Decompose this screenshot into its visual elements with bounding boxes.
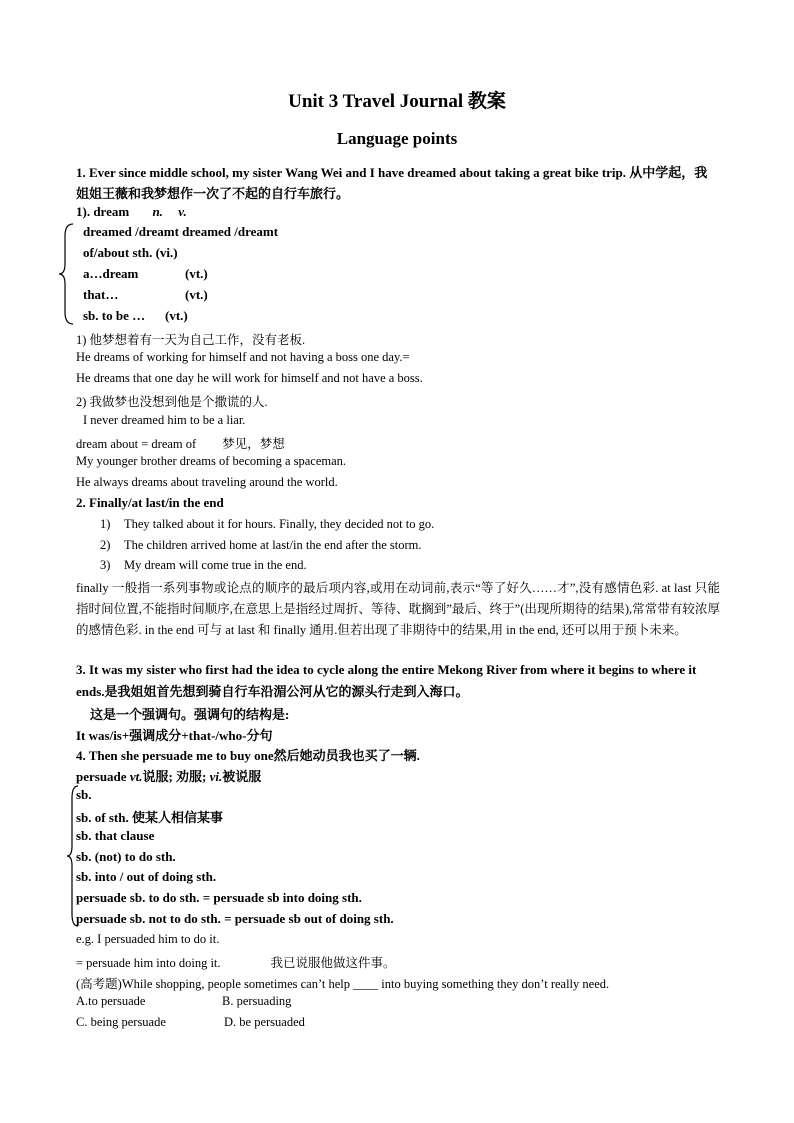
persuade-form-4: sb. (not) to do sth. <box>76 849 176 864</box>
section4-heading: 4. Then she persuade me to buy one然后她动员我也买了一辆. <box>76 748 420 763</box>
s2-item-2-text: The children arrived home at last/in the end after the storm. <box>124 538 422 552</box>
section1-heading: 1. Ever since middle school, my sister Wang Wei and I have dreamed about taking a great bike trip. 从中学起，我姐姐王薇和我梦想作一次了不起的自行车旅行。 <box>76 165 708 201</box>
emphasis-structure: It was/is+强调成分+that-/who-分句 <box>76 728 273 743</box>
example4: He always dreams about traveling around the world. <box>76 475 338 489</box>
dream-form-3: a…dream <box>83 266 139 281</box>
dream-form-5-tag: (vt.) <box>165 308 188 323</box>
exam-question: (高考题)While shopping, people sometimes can’t help ____ into buying something they don’t really need. <box>76 977 610 991</box>
persuade-definition <box>76 766 261 785</box>
persuade-pos-vt: vt. <box>129 769 143 784</box>
persuade-eg-2-en: = persuade him into doing it. <box>76 956 221 970</box>
option-b: B. persuading <box>222 994 292 1008</box>
s2-item-1-text: They talked about it for hours. Finally, they decided not to go. <box>124 517 435 531</box>
persuade-form-1: sb. <box>76 787 92 802</box>
dream-form-2: of/about sth. (vi.) <box>83 245 178 260</box>
persuade-form-3: sb. that clause <box>76 828 155 843</box>
section3-heading: 3. It was my sister who first had the idea to cycle along the entire Mekong River from where it begins to where it ends.是我姐姐首先想到骑自行车沿湄公河从它的源头行走到入海口。 <box>76 662 697 699</box>
example3: My younger brother dreams of becoming a spaceman. <box>76 454 347 468</box>
persuade-word: persuade <box>76 769 127 784</box>
dream-pos-n: n. <box>152 204 163 219</box>
persuade-form-5: sb. into / out of doing sth. <box>76 869 217 884</box>
section2-heading: 2. Finally/at last/in the end <box>76 495 224 510</box>
finally-explanation: finally 一般指一系列事物或论点的顺序的最后项内容,或用在动词前,表示“等了好久……才”,没有感情色彩. at last 只能指时间位置,不能指时间顺序,在意思上是指经过周折、等待、耽搁到”最后、终于”(出现所期待的结果),常常带有较浓厚的感情色彩. in the end 可与 at last 和 finally 通用.但若出现了非期待中的结果,用 in the end, 还可以用于预卜未来。 <box>76 581 720 637</box>
dream-synonym-note <box>76 434 285 452</box>
example1-chinese: 1) 他梦想着有一天为自己工作，没有老板. <box>76 333 306 347</box>
s2-item-3-num: 3) <box>100 558 111 572</box>
dream-form-3-tag: (vt.) <box>185 266 208 281</box>
example1-english-2: He dreams that one day he will work for himself and not have a boss. <box>76 371 423 385</box>
emphasis-note: 这是一个强调句。强调句的结构是: <box>90 707 290 722</box>
persuade-eg-2-cn: 我已说服他做这件事。 <box>270 956 396 970</box>
persuade-form-2: sb. of sth. 使某人相信某事 <box>76 810 223 825</box>
persuade-form-6: persuade sb. to do sth. = persuade sb into doing sth. <box>76 890 362 905</box>
dream-subheading <box>76 204 187 220</box>
dream-brace <box>57 222 77 326</box>
persuade-eg-1: e.g. I persuaded him to do it. <box>76 932 220 946</box>
dream-form-1: dreamed /dreamt dreamed /dreamt <box>83 224 279 239</box>
example2-english: I never dreamed him to be a liar. <box>83 413 246 427</box>
persuade-pos-vi: vi. <box>209 769 223 784</box>
s2-item-2-num: 2) <box>100 538 111 552</box>
dream-form-5: sb. to be … <box>83 308 146 323</box>
persuade-eg-2 <box>76 953 396 971</box>
option-d: D. be persuaded <box>224 1015 305 1029</box>
dream-synonym-cn: 梦见，梦想 <box>222 437 285 451</box>
page-subtitle: Language points <box>336 129 458 148</box>
dream-label: 1). dream <box>76 204 130 219</box>
persuade-meaning-1: 说服; 劝服; <box>142 769 207 784</box>
s2-item-3-text: My dream will come true in the end. <box>124 558 307 572</box>
dream-synonym-en: dream about = dream of <box>76 437 197 451</box>
option-a: A.to persuade <box>76 994 146 1008</box>
persuade-form-7: persuade sb. not to do sth. = persuade sb out of doing sth. <box>76 911 394 926</box>
dream-form-4-tag: (vt.) <box>185 287 208 302</box>
dream-form-4: that… <box>83 287 119 302</box>
s2-item-1-num: 1) <box>100 517 111 531</box>
example1-english-1: He dreams of working for himself and not having a boss one day.= <box>76 350 410 364</box>
dream-pos-v: v. <box>178 204 187 219</box>
example2-chinese: 2) 我做梦也没想到他是个撒谎的人. <box>76 395 268 409</box>
page-title: Unit 3 Travel Journal 教案 <box>288 91 506 112</box>
option-c: C. being persuade <box>76 1015 166 1029</box>
persuade-meaning-2: 被说服 <box>222 769 262 784</box>
